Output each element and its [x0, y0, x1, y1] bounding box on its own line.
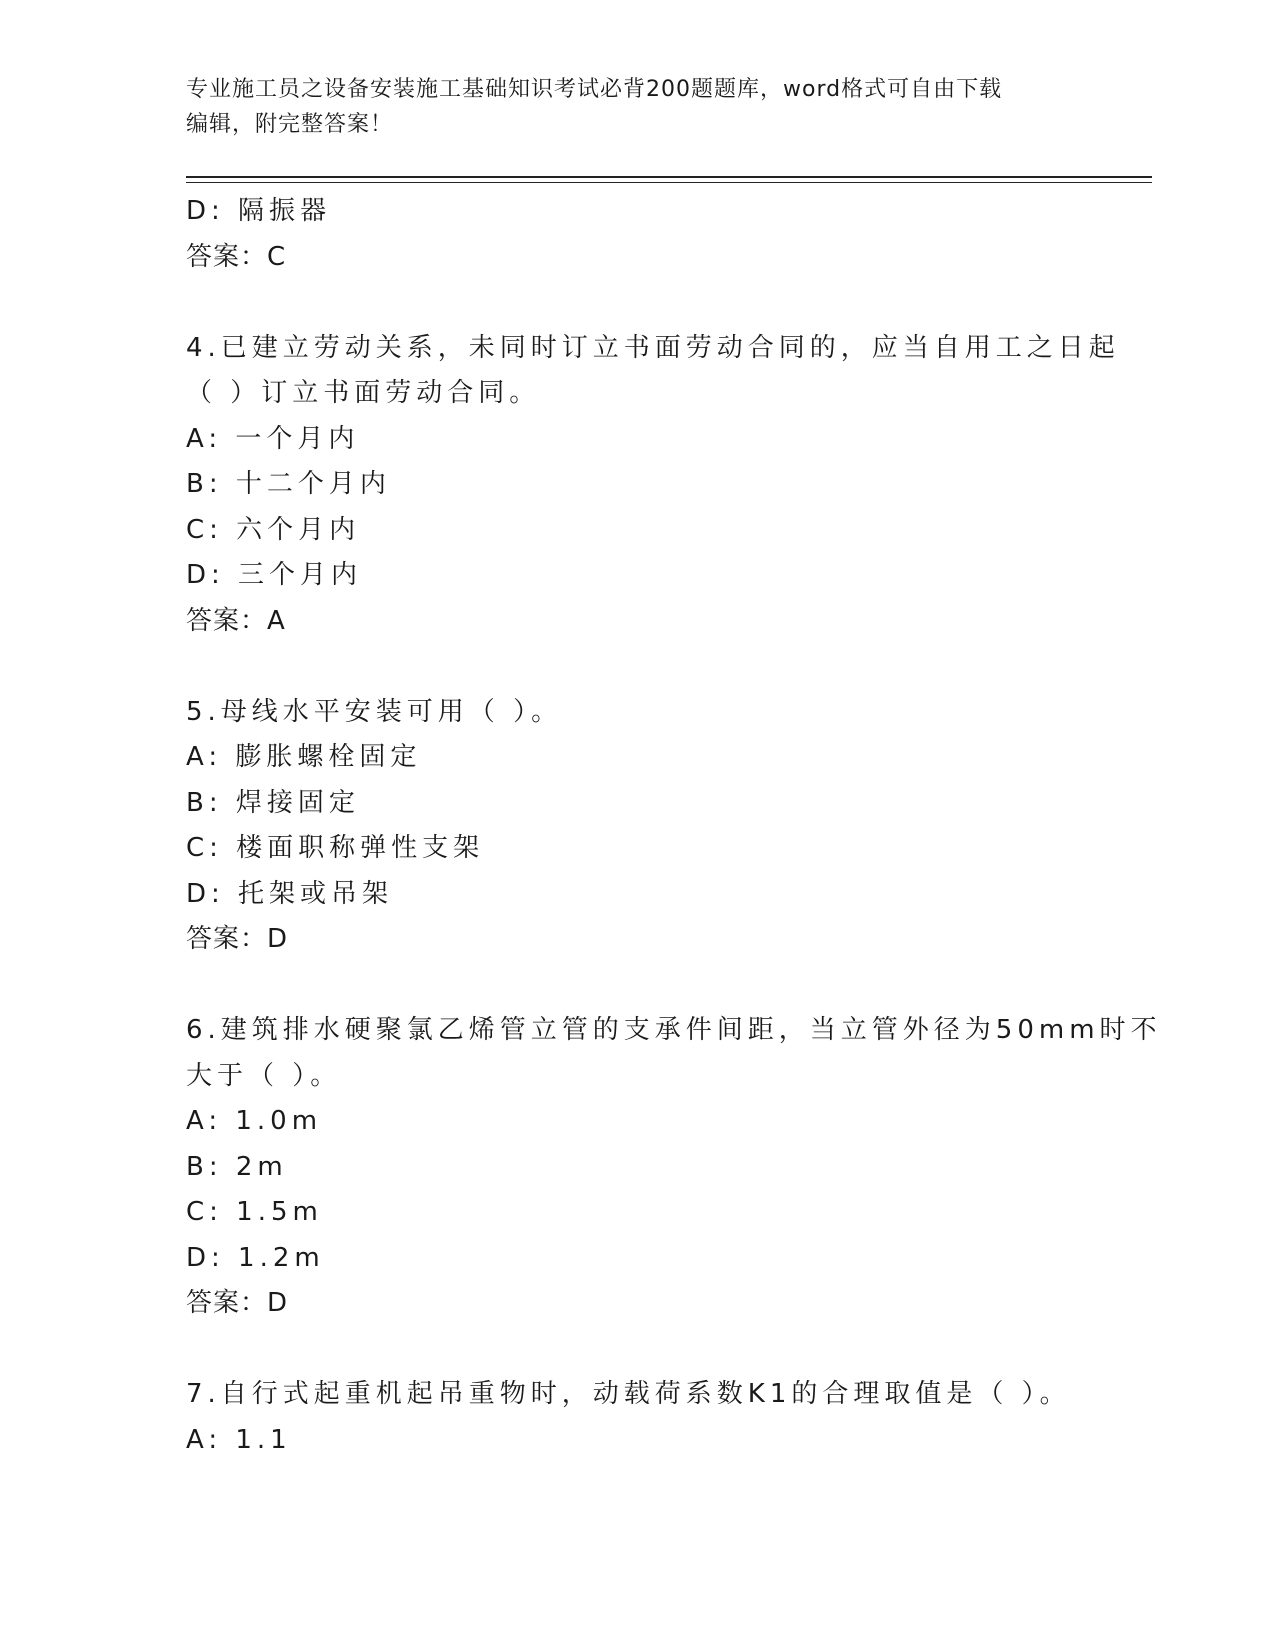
question-4 — [186, 326, 1136, 645]
question-stem: 4.已建立劳动关系，未同时订立书面劳动合同的，应当自用工之日起 — [186, 332, 1120, 363]
question-7 — [186, 1372, 1136, 1463]
question-list — [186, 189, 1162, 1463]
question-5 — [186, 690, 1136, 963]
option-d: D: 三个月内 — [186, 560, 363, 590]
question-stem-continued: 大于（ ）。 — [186, 1060, 342, 1091]
option-d: D: 托架或吊架 — [186, 878, 394, 909]
question-6 — [186, 1008, 1162, 1327]
option-b: B: 十二个月内 — [186, 469, 391, 499]
spacer — [186, 644, 1136, 690]
answer-line: 答案：D — [186, 924, 289, 954]
answer-line: 答案：D — [186, 1288, 289, 1318]
option-a: A: 1.1 — [186, 1424, 292, 1455]
option-b: B: 焊接固定 — [186, 787, 360, 818]
header-title-line-1: 专业施工员之设备安装施工基础知识考试必背200题题库，word格式可自由下载 — [186, 77, 1003, 102]
spacer — [186, 1327, 1136, 1373]
header-title-line-2: 编辑，附完整答案！ — [186, 112, 394, 137]
question-stem: 6.建筑排水硬聚氯乙烯管立管的支承件间距，当立管外径为50mm时不 — [186, 1015, 1162, 1045]
option-a: A: 膨胀螺栓固定 — [186, 742, 422, 772]
header-divider-thin — [186, 182, 1152, 183]
answer-line: 答案：C — [186, 241, 287, 272]
document-header — [186, 72, 1086, 142]
header-divider-thick — [186, 176, 1152, 178]
answer-line: 答案：A — [186, 605, 286, 636]
spacer — [186, 963, 1136, 1009]
option-b: B: 2m — [186, 1151, 288, 1182]
option-c: C: 1.5m — [186, 1197, 323, 1227]
option-c: C: 楼面职称弹性支架 — [186, 833, 485, 863]
question-stem: 5.母线水平安装可用（ ）。 — [186, 696, 563, 727]
option-c: C: 六个月内 — [186, 514, 361, 545]
spacer — [186, 280, 1136, 326]
option-d: D: 1.2m — [186, 1242, 325, 1273]
question-stem: 7.自行式起重机起吊重物时，动载荷系数K1的合理取值是（ ）。 — [186, 1379, 1071, 1409]
option-d: D: 隔振器 — [186, 196, 332, 226]
option-a: A: 一个月内 — [186, 423, 360, 454]
question-stem-continued: （ ）订立书面劳动合同。 — [186, 378, 541, 408]
option-a: A: 1.0m — [186, 1106, 323, 1136]
